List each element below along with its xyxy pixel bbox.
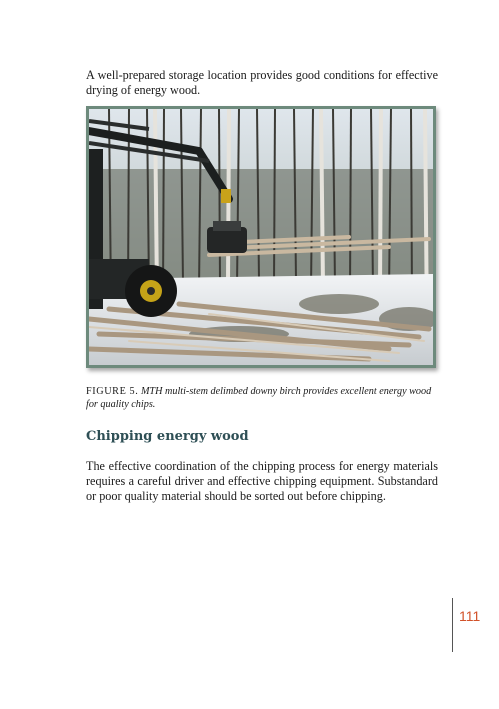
- figure-caption-text: MTH multi-stem delimbed downy birch provides excellent energy wood for quality chips.: [86, 386, 432, 410]
- figure-photo-harvester: [86, 106, 436, 368]
- figure-caption: [86, 385, 438, 411]
- body-paragraph: The effective coordination of the chipping process for energy materials requires a careful driver and effective chipping equipment. Substandard or poor quality material should be sorted out before chipping.: [86, 459, 438, 503]
- page-number: 111: [459, 608, 481, 624]
- page-number-divider: [452, 598, 453, 652]
- figure-label: FIGURE 5.: [86, 386, 139, 397]
- intro-paragraph: A well-prepared storage location provides good conditions for effective drying of energy wood.: [86, 68, 438, 97]
- harvester-photo-illustration: [89, 109, 433, 365]
- section-heading: Chipping energy wood: [86, 429, 249, 444]
